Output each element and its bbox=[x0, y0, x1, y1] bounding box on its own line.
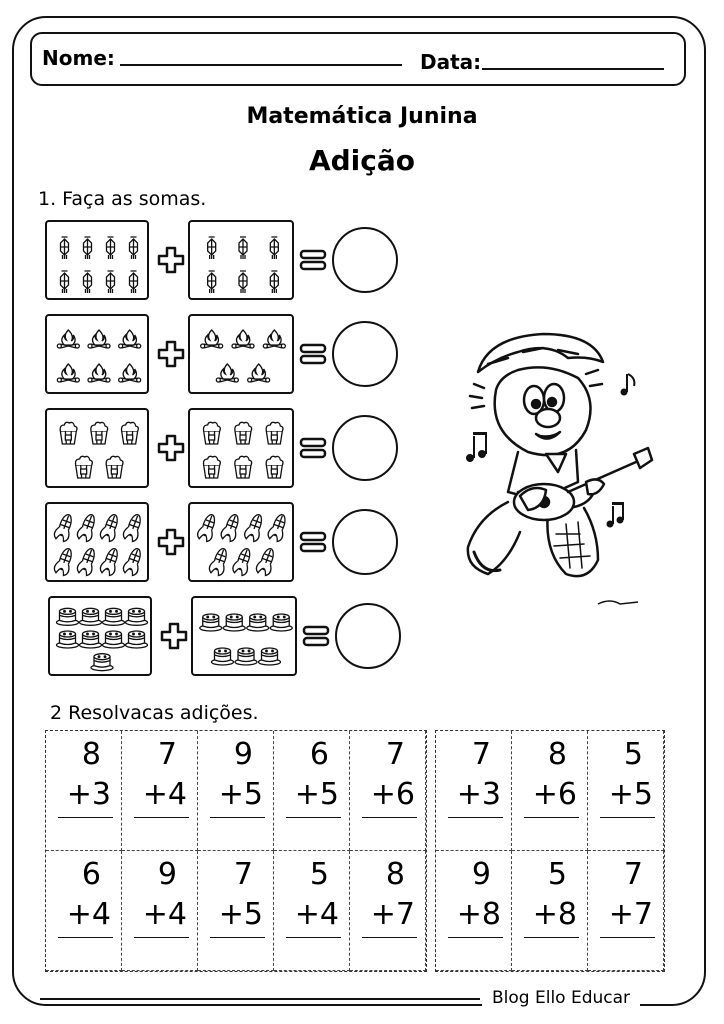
cake-icon bbox=[80, 631, 102, 648]
problem-addend-top: 8 bbox=[547, 737, 567, 772]
addition-problem[interactable] bbox=[122, 851, 198, 971]
bonfire-icon bbox=[57, 364, 79, 382]
plus-icon bbox=[156, 245, 186, 275]
problem-addend-bottom: +5 bbox=[218, 897, 263, 932]
problem-group bbox=[45, 730, 427, 972]
problem-addend-top: 7 bbox=[385, 737, 405, 772]
popcorn-icon bbox=[76, 456, 93, 478]
right-picture-card bbox=[188, 314, 294, 394]
problem-addend-bottom: +3 bbox=[66, 777, 111, 812]
corn-icon bbox=[220, 512, 243, 542]
addition-problem[interactable] bbox=[350, 731, 426, 851]
addition-problem[interactable] bbox=[512, 731, 588, 851]
corn-icon bbox=[196, 512, 219, 542]
answer-circle[interactable] bbox=[332, 415, 398, 481]
bonfire-icon bbox=[232, 330, 254, 348]
problem-addend-top: 7 bbox=[233, 857, 253, 892]
problem-addend-bottom: +5 bbox=[218, 777, 263, 812]
name-label: Nome: bbox=[42, 46, 115, 70]
corn-icon bbox=[231, 546, 254, 576]
worksheet-title: Matemática Junina bbox=[246, 104, 478, 129]
header-box bbox=[30, 32, 686, 86]
cake-icon bbox=[91, 654, 113, 671]
problem-addend-bottom: +7 bbox=[608, 897, 653, 932]
bonfire-icon bbox=[57, 330, 79, 348]
name-field[interactable] bbox=[120, 64, 402, 66]
problem-addend-bottom: +5 bbox=[294, 777, 339, 812]
cake-icon bbox=[200, 614, 222, 631]
popcorn-icon bbox=[204, 422, 221, 444]
sum-line bbox=[600, 937, 655, 938]
sum-line bbox=[362, 937, 417, 938]
popcorn-icon bbox=[235, 456, 252, 478]
problem-addend-bottom: +6 bbox=[532, 777, 577, 812]
footer-credit: Blog Ello Educar bbox=[482, 988, 640, 1008]
lantern-icon bbox=[130, 271, 138, 293]
lantern-icon bbox=[239, 237, 247, 259]
left-picture-card bbox=[48, 596, 152, 676]
sum-line bbox=[362, 817, 417, 818]
popcorn-icon bbox=[204, 456, 221, 478]
popcorn-icon bbox=[266, 456, 283, 478]
left-picture-card bbox=[45, 314, 149, 394]
problem-addend-top: 9 bbox=[233, 737, 253, 772]
sum-line bbox=[524, 937, 579, 938]
plus-icon bbox=[156, 527, 186, 557]
problem-addend-bottom: +6 bbox=[370, 777, 415, 812]
addition-problem[interactable] bbox=[512, 851, 588, 971]
plus-icon bbox=[156, 433, 186, 463]
problem-addend-top: 5 bbox=[547, 857, 567, 892]
bonfire-icon bbox=[88, 330, 110, 348]
lantern-icon bbox=[270, 237, 278, 259]
corn-icon bbox=[243, 512, 266, 542]
lantern-icon bbox=[130, 237, 138, 259]
bonfire-icon bbox=[201, 330, 223, 348]
corn-icon bbox=[255, 546, 278, 576]
sum-line bbox=[524, 817, 579, 818]
sum-line bbox=[134, 817, 189, 818]
addition-problem[interactable] bbox=[122, 731, 198, 851]
problem-addend-top: 6 bbox=[81, 857, 101, 892]
lantern-icon bbox=[107, 271, 115, 293]
equals-icon bbox=[301, 621, 331, 651]
bonfire-icon bbox=[119, 330, 141, 348]
plus-icon bbox=[159, 621, 189, 651]
problem-addend-top: 5 bbox=[309, 857, 329, 892]
addition-problem[interactable] bbox=[46, 731, 122, 851]
problem-addend-top: 9 bbox=[157, 857, 177, 892]
right-picture-card bbox=[188, 408, 294, 488]
addition-problem[interactable] bbox=[198, 731, 274, 851]
equals-icon bbox=[298, 339, 328, 369]
problem-addend-bottom: +4 bbox=[142, 777, 187, 812]
problem-addend-top: 7 bbox=[623, 857, 643, 892]
sum-line bbox=[286, 937, 341, 938]
popcorn-icon bbox=[235, 422, 252, 444]
problem-addend-bottom: +5 bbox=[608, 777, 653, 812]
cake-icon bbox=[259, 648, 281, 665]
equals-icon bbox=[298, 527, 328, 557]
lantern-icon bbox=[61, 237, 69, 259]
corn-icon bbox=[122, 512, 145, 542]
cake-icon bbox=[126, 631, 148, 648]
corn-icon bbox=[76, 512, 99, 542]
sum-line bbox=[448, 937, 503, 938]
cake-icon bbox=[247, 614, 269, 631]
right-picture-card bbox=[188, 502, 294, 582]
corn-icon bbox=[208, 546, 231, 576]
bonfire-icon bbox=[119, 364, 141, 382]
sum-line bbox=[58, 817, 113, 818]
problem-addend-top: 6 bbox=[309, 737, 329, 772]
addition-problem[interactable] bbox=[274, 731, 350, 851]
left-picture-card bbox=[45, 408, 149, 488]
addition-row bbox=[0, 220, 724, 304]
answer-circle[interactable] bbox=[332, 227, 398, 293]
equals-icon bbox=[298, 433, 328, 463]
problem-addend-top: 7 bbox=[157, 737, 177, 772]
cake-icon bbox=[103, 608, 125, 625]
lantern-icon bbox=[84, 237, 92, 259]
section-1-label: 1. Faça as somas. bbox=[38, 188, 207, 210]
addition-problem[interactable] bbox=[274, 851, 350, 971]
sum-line bbox=[210, 817, 265, 818]
cake-icon bbox=[223, 614, 245, 631]
problem-addend-top: 8 bbox=[81, 737, 101, 772]
corn-icon bbox=[76, 546, 99, 576]
cake-icon bbox=[57, 608, 79, 625]
worksheet-subtitle: Adição bbox=[308, 144, 416, 177]
sum-line bbox=[134, 937, 189, 938]
problem-addend-bottom: +4 bbox=[66, 897, 111, 932]
bonfire-icon bbox=[88, 364, 110, 382]
problem-addend-top: 8 bbox=[385, 857, 405, 892]
sum-line bbox=[448, 817, 503, 818]
popcorn-icon bbox=[106, 456, 123, 478]
addition-problem[interactable] bbox=[436, 731, 512, 851]
problem-addend-bottom: +8 bbox=[456, 897, 501, 932]
popcorn-icon bbox=[91, 422, 108, 444]
cake-icon bbox=[80, 608, 102, 625]
equals-icon bbox=[298, 245, 328, 275]
popcorn-icon bbox=[60, 422, 77, 444]
lantern-icon bbox=[208, 271, 216, 293]
cake-icon bbox=[57, 631, 79, 648]
left-picture-card bbox=[45, 502, 149, 582]
date-label: Data: bbox=[420, 50, 482, 74]
addition-problem[interactable] bbox=[588, 851, 664, 971]
boy-with-guitar-illustration bbox=[448, 312, 658, 612]
cake-icon bbox=[235, 648, 257, 665]
addition-problem[interactable] bbox=[46, 851, 122, 971]
date-field[interactable] bbox=[482, 68, 664, 70]
problem-addend-top: 9 bbox=[471, 857, 491, 892]
right-picture-card bbox=[188, 220, 294, 300]
problem-addend-bottom: +8 bbox=[532, 897, 577, 932]
problem-addend-top: 5 bbox=[623, 737, 643, 772]
problem-addend-bottom: +4 bbox=[142, 897, 187, 932]
corn-icon bbox=[99, 512, 122, 542]
corn-icon bbox=[122, 546, 145, 576]
problem-addend-bottom: +3 bbox=[456, 777, 501, 812]
lantern-icon bbox=[270, 271, 278, 293]
corn-icon bbox=[99, 546, 122, 576]
lantern-icon bbox=[208, 237, 216, 259]
popcorn-icon bbox=[266, 422, 283, 444]
lantern-icon bbox=[239, 271, 247, 293]
bonfire-icon bbox=[216, 364, 238, 382]
sum-line bbox=[58, 937, 113, 938]
answer-circle[interactable] bbox=[335, 603, 401, 669]
answer-circle[interactable] bbox=[332, 509, 398, 575]
left-picture-card bbox=[45, 220, 149, 300]
section-2-label: 2 Resolvacas adições. bbox=[50, 702, 259, 724]
cake-icon bbox=[270, 614, 292, 631]
problem-group bbox=[435, 730, 665, 972]
lantern-icon bbox=[84, 271, 92, 293]
lantern-icon bbox=[107, 237, 115, 259]
footer-rule bbox=[40, 998, 480, 1000]
addition-problem[interactable] bbox=[436, 851, 512, 971]
addition-problem[interactable] bbox=[198, 851, 274, 971]
corn-icon bbox=[53, 512, 76, 542]
corn-icon bbox=[53, 546, 76, 576]
answer-circle[interactable] bbox=[332, 321, 398, 387]
cake-icon bbox=[126, 608, 148, 625]
lantern-icon bbox=[61, 271, 69, 293]
addition-problem[interactable] bbox=[588, 731, 664, 851]
plus-icon bbox=[156, 339, 186, 369]
cake-icon bbox=[103, 631, 125, 648]
corn-icon bbox=[267, 512, 290, 542]
problem-addend-bottom: +4 bbox=[294, 897, 339, 932]
sum-line bbox=[600, 817, 655, 818]
problem-addend-top: 7 bbox=[471, 737, 491, 772]
popcorn-icon bbox=[122, 422, 139, 444]
right-picture-card bbox=[191, 596, 297, 676]
cake-icon bbox=[212, 648, 234, 665]
sum-line bbox=[210, 937, 265, 938]
bonfire-icon bbox=[248, 364, 270, 382]
bonfire-icon bbox=[263, 330, 285, 348]
problem-addend-bottom: +7 bbox=[370, 897, 415, 932]
addition-problem[interactable] bbox=[350, 851, 426, 971]
sum-line bbox=[286, 817, 341, 818]
